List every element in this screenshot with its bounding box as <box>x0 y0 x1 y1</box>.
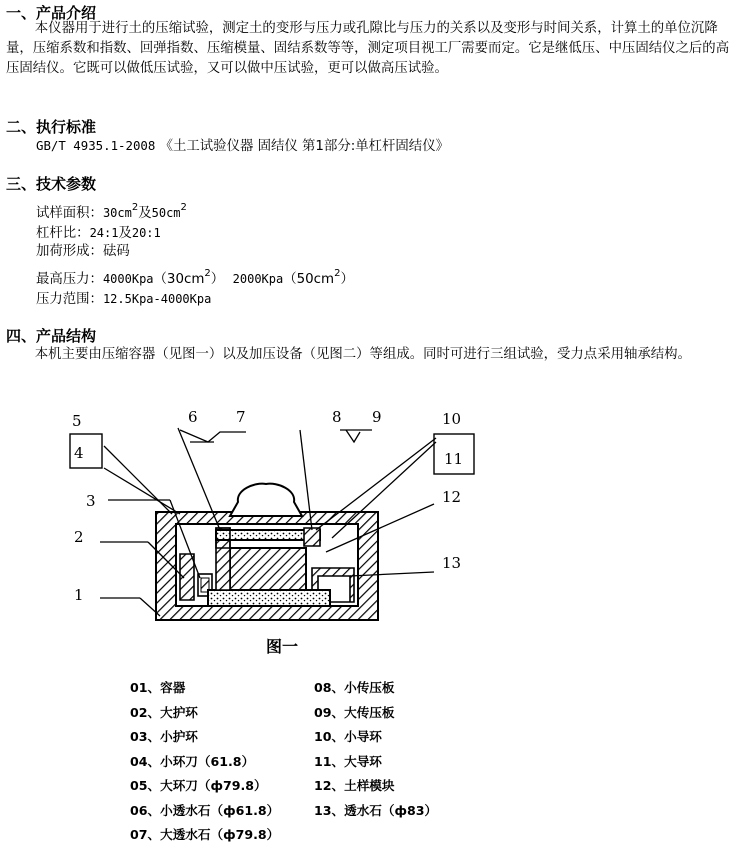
legend-item: 05、大环刀（ф79.8） <box>130 778 267 793</box>
legend-item: 06、小透水石（ф61.8） <box>130 802 280 818</box>
legend-item: 07、大透水石（ф79.8） <box>130 827 280 842</box>
legend-item: 01、容器 <box>130 680 186 695</box>
legend-item: 11、大导环 <box>314 753 382 769</box>
legend-item: 04、小环刀（61.8） <box>130 753 255 769</box>
figure-label-6: 6 <box>188 408 198 426</box>
figure-label-11: 11 <box>444 450 464 468</box>
standard-code: GB/T 4935.1-2008 <box>36 138 156 153</box>
legend-item: 12、土样模块 <box>314 778 395 793</box>
figure-label-13: 13 <box>442 554 462 572</box>
figure-label-12: 12 <box>442 488 462 506</box>
legend-item: 09、大传压板 <box>314 704 395 720</box>
standard-title: 《土工试验仪器 固结仪 第1部分:单杠杆固结仪》 <box>159 139 449 154</box>
figure-label-7: 7 <box>236 408 246 426</box>
param-max-pressure: 最高压力：$4000Kpa(30cm^2)$ $2000Kpa(50cm^2)$ <box>36 268 354 287</box>
legend-item: 02、大护环 <box>130 704 198 720</box>
figure-label-4: 4 <box>74 444 84 462</box>
param-lever: 杠杆比：24:1及20:1 <box>36 226 161 241</box>
section-heading-params: 三、技术参数 <box>6 175 97 193</box>
figure-label-8: 8 <box>332 408 342 426</box>
section-heading-standard: 二、执行标准 <box>6 118 97 136</box>
figure-compression-container <box>60 402 480 664</box>
param-load: 加荷形成：砝码 <box>36 244 130 259</box>
legend-left <box>130 676 279 848</box>
porous-stone-shape <box>208 590 330 606</box>
legend-item: 03、小护环 <box>130 729 198 744</box>
figure-caption: 图一 <box>266 637 299 656</box>
param-range: 压力范围：12.5Kpa-4000Kpa <box>36 292 212 307</box>
legend-item: 13、透水石（ф83） <box>314 802 438 818</box>
structure-paragraph: 本机主要由压缩容器（见图一）以及加压设备（见图二）等组成。同时可进行三组试验，受力点采用轴承结构。 <box>34 347 691 362</box>
section-heading-intro: 一、产品介绍 <box>6 4 97 22</box>
figure-label-5: 5 <box>72 412 82 430</box>
figure-label-1: 1 <box>74 586 84 604</box>
param-area: 试样面积：$30cm^2$及$50cm^2$ <box>36 202 187 221</box>
figure-label-2: 2 <box>74 528 84 546</box>
figure-label-3: 3 <box>86 492 96 510</box>
legend-item: 10、小导环 <box>314 729 382 744</box>
section-heading-structure: 四、产品结构 <box>6 327 97 345</box>
standard-line <box>36 136 736 157</box>
legend-right <box>314 676 437 823</box>
figure-label-9: 9 <box>372 408 382 426</box>
soil-sample-shape <box>230 548 306 590</box>
intro-paragraph: 本仪器用于进行土的压缩试验，测定土的变形与压力或孔隙比与压力的关系以及变形与时间关系，计算土的单位沉降量，压缩系数和指数、回弹指数、压缩模量、固结系数等等，测定项目视工厂需要而定。它是继低压、中压固结仪之后的高压固结仪。它既可以做低压试验，又可以做中压试验，更可以做高压试验。 <box>6 21 730 76</box>
figure-label-10: 10 <box>442 410 462 428</box>
loading-cap-shape <box>230 484 302 516</box>
legend-item: 08、小传压板 <box>314 680 395 695</box>
